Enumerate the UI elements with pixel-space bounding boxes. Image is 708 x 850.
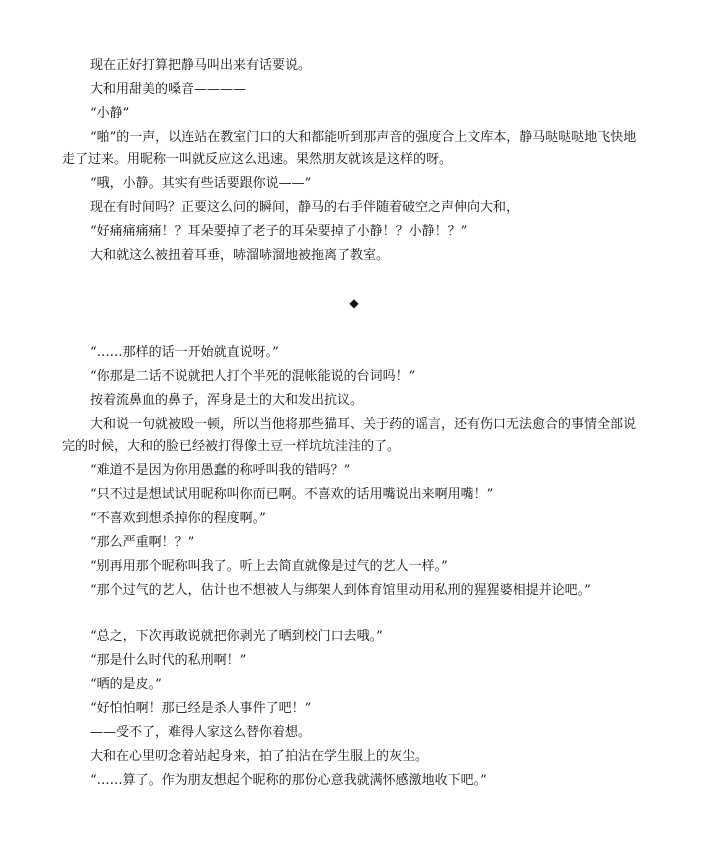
paragraph: ——受不了，难得人家这么替你着想。 [90,725,312,740]
paragraph: “好痛痛痛痛！？耳朵要掉了老子的耳朵要掉了小静！？小静！？” [90,224,468,239]
paragraph: “那是什么时代的私刑啊！” [90,653,247,668]
paragraph: “小静” [90,106,130,121]
paragraph: 按着流鼻血的鼻子，浑身是土的大和发出抗议。 [90,393,364,408]
paragraph: “好怕怕啊！那已经是杀人事件了吧！” [90,701,312,716]
section-separator: ◆ [349,296,359,310]
paragraph: “你那是二话不说就把人打个半死的混帐能说的台词吗！” [90,369,416,384]
paragraph: 现在正好打算把静马叫出来有话要说。 [90,58,312,73]
paragraph: 大和用甜美的嗓音———— [90,82,247,97]
paragraph: “那么严重啊！？” [90,535,195,550]
paragraph: “哦，小静。其实有些话要跟你说——” [90,176,312,191]
paragraph: “只不过是想试试用昵称叫你而已啊。不喜欢的话用嘴说出来啊用嘴！” [90,487,494,502]
paragraph: “不喜欢到想杀掉你的程度啊。” [90,511,266,526]
paragraph: “那个过气的艺人，估计也不想被人与绑架人到体育馆里动用私刑的猩猩婆相提并论吧。” [90,583,591,598]
paragraph: 大和说一句就被殴一顿，所以当他将那些猫耳、关于药的谣言，还有伤口无法愈合的事情全部说完的时候，大和的脸已经被打得像土豆一样坑坑洼洼的了。 [62,417,637,454]
paragraph: 现在有时间吗？正要这么问的瞬间，静马的右手伴随着破空之声伸向大和， [90,200,520,215]
paragraph: “……算了。作为朋友想起个昵称的那份心意我就满怀感激地收下吧。” [90,773,487,788]
paragraph: 大和就这么被扭着耳垂，哧溜哧溜地被拖离了教室。 [90,248,390,263]
paragraph: 大和在心里叨念着站起身来，拍了拍沾在学生服上的灰尘。 [90,749,429,764]
paragraph: “……那样的话一开始就直说呀。” [90,345,279,360]
paragraph: “总之，下次再敢说就把你剥光了晒到校门口去哦。” [90,629,383,644]
paragraph: “晒的是皮。” [90,677,162,692]
paragraph: “别再用那个昵称叫我了。听上去简直就像是过气的艺人一样。” [90,559,448,574]
paragraph: “啪”的一声，以连站在教室门口的大和都能听到那声音的强度合上文库本，静马哒哒哒地飞快地走了过来。用昵称一叫就反应这么迅速。果然朋友就该是这样的呀。 [62,130,637,167]
paragraph: “难道不是因为你用愚蠢的称呼叫我的错吗？” [90,463,351,478]
